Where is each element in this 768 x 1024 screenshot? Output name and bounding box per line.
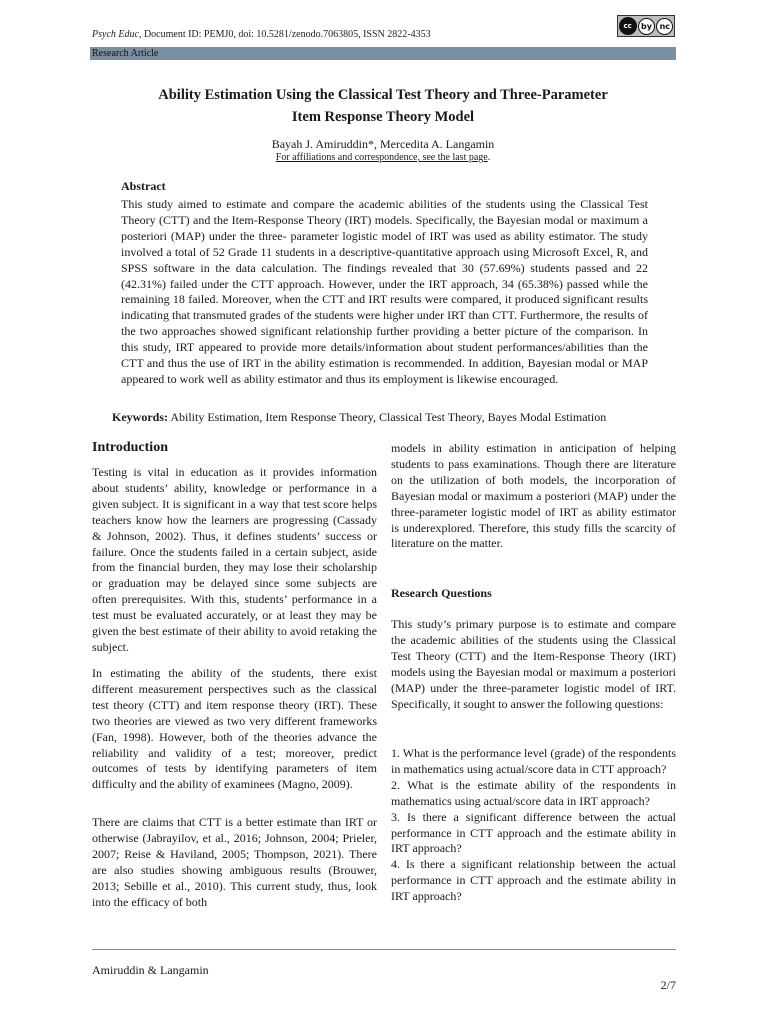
license-badge[interactable] — [617, 15, 675, 37]
keywords — [112, 410, 652, 425]
attribution-icon: by — [638, 18, 655, 35]
affiliation-period: . — [487, 152, 491, 163]
page-number: 2/7 — [660, 978, 676, 992]
journal-citation — [92, 29, 431, 40]
paper-title-line1: Ability Estimation Using the Classical Test Theory and Three-Parameter — [158, 87, 608, 103]
intro-paragraph-2 — [92, 666, 377, 793]
affiliation-note — [90, 152, 676, 163]
research-question-1: 1. What is the performance level (grade) of the respondents in mathematics using actual/score data in CTT approach? — [391, 746, 676, 776]
journal-name: Psych Educ — [92, 29, 139, 40]
keywords-label: Keywords: — [112, 410, 168, 424]
paper-title-line2: Item Response Theory Model — [291, 109, 475, 125]
affiliation-link[interactable]: For affiliations and correspondence, see the last page — [275, 152, 488, 163]
author-list: Bayah J. Amiruddin*, Mercedita A. Langamin — [271, 137, 495, 151]
research-questions-intro — [391, 617, 676, 712]
intro-paragraph-3 — [92, 815, 377, 910]
introduction-heading: Introduction — [92, 440, 168, 455]
intro-p1-text: Testing is vital in education as it provides information about students’ ability, knowledge or performance in a given subject. It is significant in a way that test score helps teachers know how the learners are progressing (Cassady & Johnson, 2002). Thus, it defines students’ success or failure. Once the students failed in a certain subject, aside from the financial burden, they may lose their scholarship or graduation may be delayed since some subjects are often prerequisites. With this, students’ performance in a test must be evaluated accurately, or at least they may be given the best estimate of their ability to avoid retaking the subject. — [92, 465, 377, 654]
research-question-4: 4. Is there a significant relationship between the actual performance in CTT approach and the estimate ability in IRT approach? — [391, 857, 676, 904]
abstract-text: This study aimed to estimate and compare the academic abilities of the students using the Classical Test Theory (CTT) and the Item-Response Theory (IRT) models. Specifically, the Bayesian modal or maximum a posteriori (MAP) under the three- parameter logistic model of IRT was used as ability estimator. The study involved a total of 52 Grade 11 students in a descriptive-quantitative approach using Microsoft Excel, R, and SPSS software in the data calculation. The findings revealed that 30 (57.69%) students passed and 22 (42.31%) failed under the CTT approach. However, under the IRT approach, 34 (65.38%) passed while the remaining 18 failed. Moreover, when the CTT and IRT results were compared, it produced significant results indicating that transmuted grades of the students were higher under IRT than CTT. Furthermore, the results of the two approaches showed significant relationship further providing a better picture of the comparison. In this study, IRT appeared to provide more details/information about student performances/abilities than the CTT and thus the use of IRT in the ability estimation is recommended. In addition, Bayesian modal or MAP appeared to work well as ability estimator and thus its employment is likewise encouraged. — [121, 197, 648, 386]
keywords-text: Ability Estimation, Item Response Theory, Classical Test Theory, Bayes Modal Estimation — [168, 410, 607, 424]
research-question-2: 2. What is the estimate ability of the respondents in mathematics using actual/score data in IRT approach? — [391, 777, 676, 808]
intro-continued-text: models in ability estimation in anticipation of helping students to pass examinations. Though there are literature on the utilization of both models, the incorporation of Bayesian modal or maximum a posteriori (MAP) under the three-parameter logistic model of IRT as ability estimator is underexplored. Therefore, this study fills the scarcity of literature on the matter. — [391, 441, 676, 551]
noncommercial-icon: nc — [656, 18, 673, 35]
research-question-list — [391, 746, 676, 905]
footer-authors: Amiruddin & Langamin — [92, 963, 209, 977]
intro-p2-text: In estimating the ability of the students, there exist different measurement perspectives such as the classical test theory (CTT) and item response theory (IRT). These two theories are viewed as two very different frameworks (Fan, 1998). However, both of the theories advance the reliability and validity of a test; moreover, predict outcomes of tests by identifying parameters of item difficulty and the ability of examinees (Magno, 2009). — [92, 666, 377, 792]
research-questions-heading: Research Questions — [391, 586, 492, 600]
intro-continued — [391, 441, 676, 552]
abstract-heading: Abstract — [121, 179, 166, 193]
research-question-3: 3. Is there a significant difference between the actual performance in CTT approach and the estimate ability in IRT approach? — [391, 809, 676, 856]
intro-p3-text: There are claims that CTT is a better estimate than IRT or otherwise (Jabrayilov, et al., 2016; Johnson, 2004; Prieler, 2007; Reise & Haviland, 2005; Thompson, 2021). There are also studies showing ambiguous results (Brouwer, 2013; Sebille et al., 2010). This current study, thus, look into the efficacy of both — [92, 815, 377, 909]
rq-intro-text: This study’s primary purpose is to estimate and compare the academic abilities of the students using the Classical Test Theory (CTT) and the Item-Response Theory (IRT) models using the Bayesian modal or maximum a posteriori (MAP) under the three-parameter logistic model of IRT. Specifically, it sought to answer the following questions: — [391, 617, 676, 711]
citation-text: , Document ID: PEMJ0, doi: 10.5281/zenodo.7063805, ISSN 2822-4353 — [138, 29, 431, 40]
section-bar — [90, 47, 676, 60]
section-label: Research Article — [92, 48, 159, 59]
footer-divider — [92, 949, 676, 950]
intro-paragraph-1 — [92, 465, 377, 656]
cc-icon: cc — [619, 17, 637, 35]
